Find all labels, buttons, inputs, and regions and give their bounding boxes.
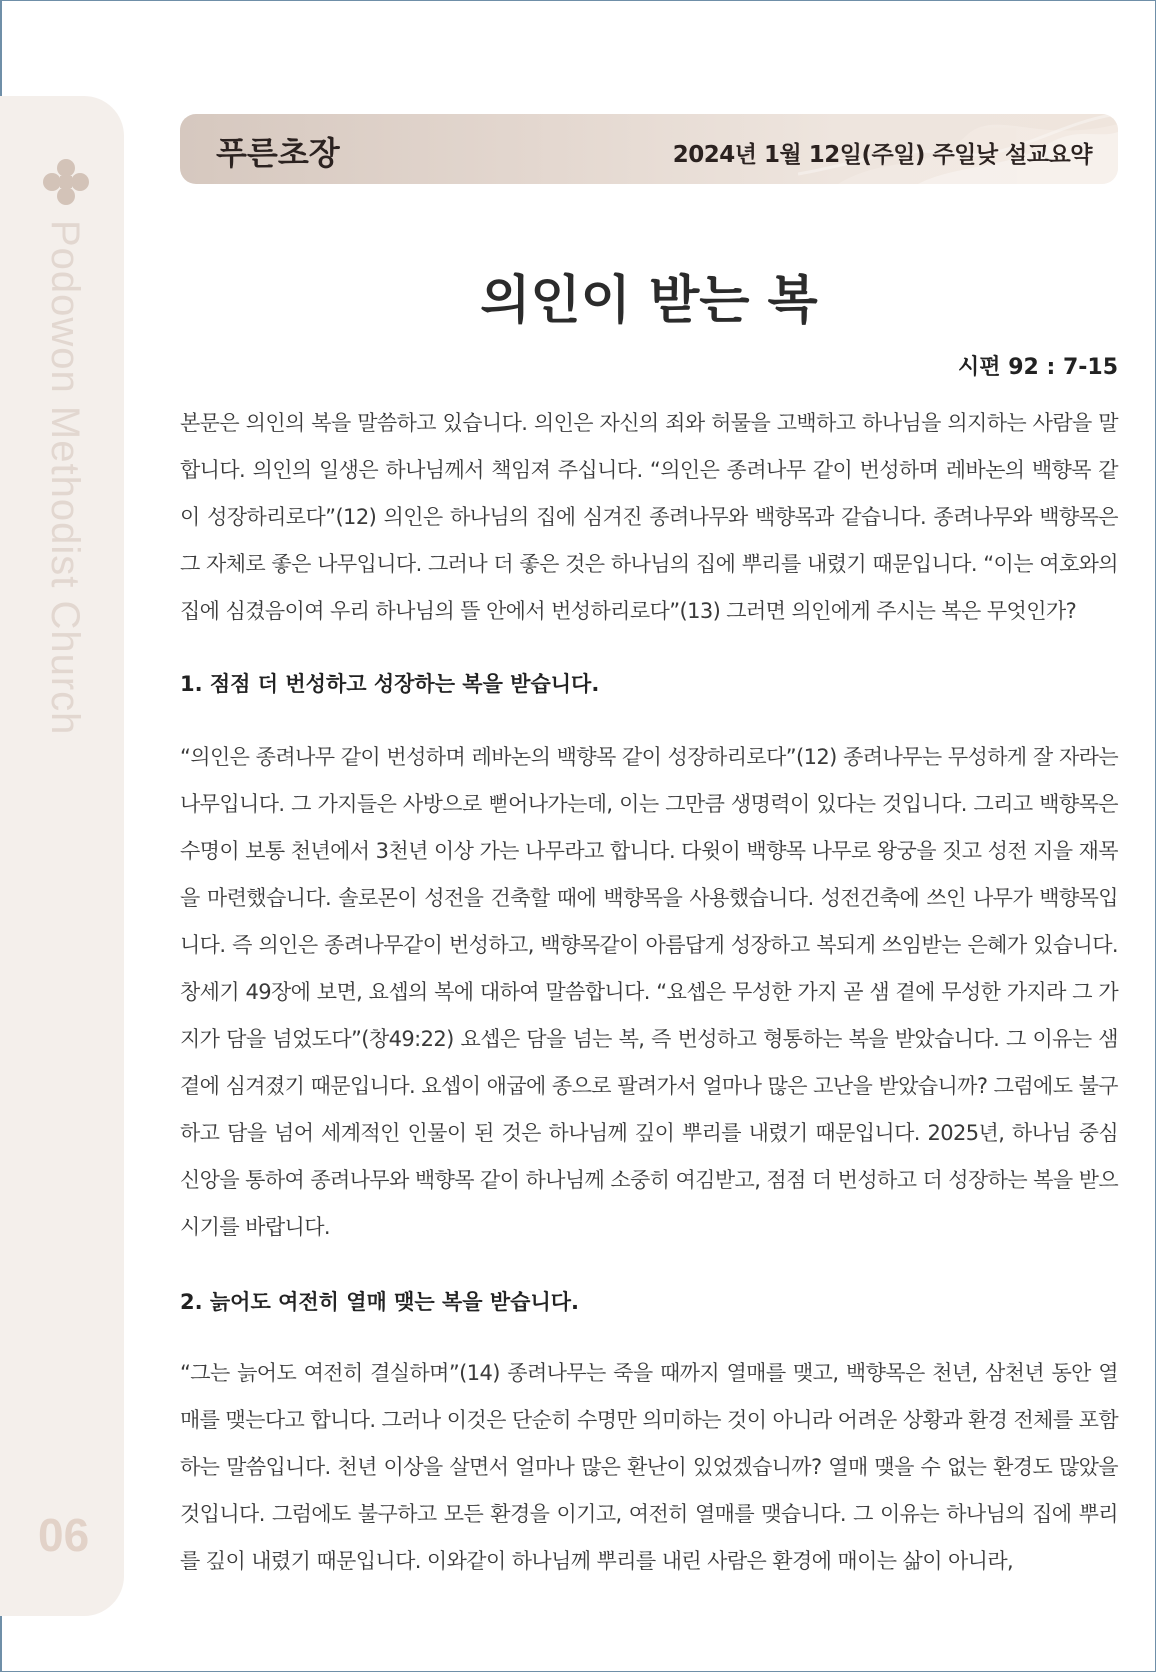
page-number: 06 [38,1509,90,1561]
section-1-paragraph: “의인은 종려나무 같이 번성하며 레바논의 백향목 같이 성장하리로다”(12) 종려나무는 무성하게 잘 자라는 나무입니다. 그 가지들은 사방으로 뻗어나가는데, 이는 그만큼 생명력이 있다는 것입니다. 그리고 백향목은 수명이 보통 천년에서 3천년 이상 가는 나무라고 합니다. 다윗이 백향목 나무로 왕궁을 짓고 성전 지을 재목을 마련했습니다. 솔로몬이 성전을 건축할 때에 백향목을 사용했습니다. 성전건축에 쓰인 나무가 백향목입니다. 즉 의인은 종려나무같이 번성하고, 백향목같이 아름답게 성장하고 복되게 쓰임받는 은혜가 있습니다. 창세기 49장에 보면, 요셉의 복에 대하여 말씀합니다. “요셉은 무성한 가지 곧 샘 곁에 무성한 가지라 그 가지가 담을 넘었도다”(창49:22) 요셉은 담을 넘는 복, 즉 번성하고 형통하는 복을 받았습니다. 그 이유는 샘곁에 심겨졌기 때문입니다. 요셉이 애굽에 종으로 팔려가서 얼마나 많은 고난을 받았습니까? 그럼에도 불구하고 담을 넘어 세계적인 인물이 된 것은 하나님께 깊이 뿌리를 내렸기 때문입니다. 2025년, 하나님 중심 신앙을 통하여 종려나무와 백향목 같이 하나님께 소중히 여김받고, 점점 더 번성하고 더 성장하는 복을 받으시기를 바랍니다. [180,745,1118,1239]
cross-icon [42,158,90,206]
intro-paragraph: 본문은 의인의 복을 말씀하고 있습니다. 의인은 자신의 죄와 허물을 고백하고 하나님을 의지하는 사람을 말합니다. 의인의 일생은 하나님께서 책임져 주십니다. “의인은 종려나무 같이 번성하며 레바논의 백향목 같이 성장하리로다”(12) 의인은 하나님의 집에 심겨진 종려나무와 백향목과 같습니다. 종려나무와 백향목은 그 자체로 좋은 나무입니다. 그러나 더 좋은 것은 하나님의 집에 뿌리를 내렸기 때문입니다. “이는 여호와의 집에 심겼음이여 우리 하나님의 뜰 안에서 번성하리로다”(13) 그러면 의인에게 주시는 복은 무엇인가? [180,411,1118,623]
header-banner [180,114,1118,184]
section-2-paragraph: “그는 늙어도 여전히 결실하며”(14) 종려나무는 죽을 때까지 열매를 맺고, 백향목은 천년, 삼천년 동안 열매를 맺는다고 합니다. 그러나 이것은 단순히 수명만 의미하는 것이 아니라 어려운 상황과 환경 전체를 포함하는 말씀입니다. 천년 이상을 살면서 얼마나 많은 환난이 있었겠습니까? 열매 맺을 수 없는 환경도 많았을 것입니다. 그럼에도 불구하고 모든 환경을 이기고, 여전히 열매를 맺습니다. 그 이유는 하나님의 집에 뿌리를 깊이 내렸기 때문입니다. 이와같이 하나님께 뿌리를 내린 사람은 환경에 매이는 삶이 아니라, [180,1361,1118,1573]
church-name-vertical: Podowon Methodist Church [43,220,87,736]
section-heading-1: 1. 점점 더 번성하고 성장하는 복을 받습니다. [180,672,600,696]
column-label: 푸른초장 [216,134,340,172]
sermon-title: 의인이 받는 복 [480,270,818,331]
section-heading-2: 2. 늙어도 여전히 열매 맺는 복을 받습니다. [180,1290,580,1314]
scripture-reference: 시편 92 : 7-15 [958,355,1118,380]
sermon-date: 2024년 1월 12일(주일) 주일낮 설교요약 [672,142,1092,168]
